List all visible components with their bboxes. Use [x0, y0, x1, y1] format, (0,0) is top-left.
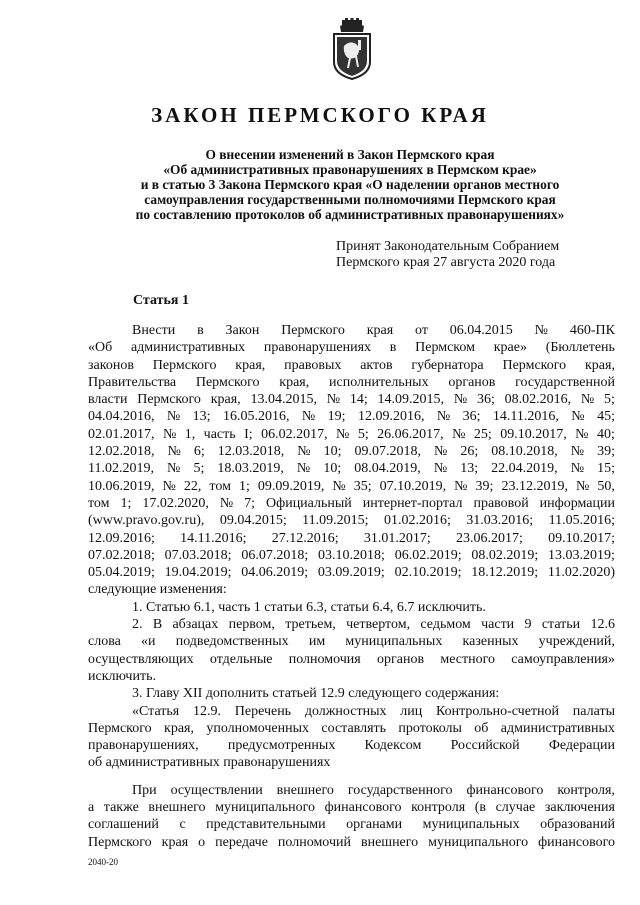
word: представительными [206, 817, 326, 833]
word: 26.06.2017, [377, 426, 444, 442]
text-line: об административных правонарушениях [88, 755, 331, 771]
word: 50, [597, 478, 615, 494]
word: № [219, 495, 234, 511]
word: правовой [473, 495, 529, 511]
word: 08.02.2019; [471, 547, 539, 563]
word: 5; [357, 426, 369, 442]
text-line [88, 495, 615, 512]
text-line [88, 564, 615, 581]
word: правонарушениях [263, 340, 372, 356]
word: № [453, 392, 468, 408]
word: I; [244, 426, 253, 442]
word: 01.02.2016; [383, 513, 451, 529]
word: 17.02.2020, [142, 495, 209, 511]
word: первом, [228, 617, 275, 633]
word: Пермского [88, 720, 152, 736]
word: 04.06.2019; [241, 565, 309, 581]
word: Пермского [502, 357, 567, 373]
word: Контрольно-счетной [435, 703, 560, 719]
word: 13; [460, 461, 479, 477]
word: правонарушениях, [88, 738, 199, 754]
word: полномочий [277, 834, 351, 850]
word: финансового [324, 800, 402, 816]
word: Федерации [548, 738, 615, 754]
word: учреждений, [538, 634, 615, 650]
word: осуществляющих [88, 651, 194, 667]
word: 07.10.2019, [379, 478, 447, 494]
word: 40; [596, 426, 615, 442]
word: 10; [323, 444, 342, 460]
word: № [296, 461, 311, 477]
word: с [179, 817, 186, 833]
word: осуществлении [170, 782, 263, 798]
word: 14; [349, 392, 368, 408]
word: № [167, 461, 181, 477]
word: 39; [475, 478, 494, 494]
word: исполнительных [329, 374, 429, 390]
word: № [570, 461, 585, 477]
word: 11.05.2016; [548, 513, 615, 529]
word: 25; [473, 426, 492, 442]
word: № [436, 409, 451, 425]
word: 12.03.2018, [217, 444, 285, 460]
word: «Об [88, 340, 113, 356]
word: 03.10.2018; [318, 547, 385, 563]
text-line [88, 408, 615, 425]
word: Закон [225, 323, 260, 338]
word: Внести [132, 323, 176, 338]
word: составлять [321, 720, 387, 736]
word: 13.03.2019; [548, 547, 615, 563]
word: органов [448, 374, 496, 390]
word: «и [141, 634, 156, 650]
word: Кодексом [364, 738, 422, 754]
word: края [161, 834, 189, 850]
word: края, [164, 720, 194, 736]
word: органами [346, 817, 403, 833]
word: 26; [460, 444, 479, 460]
word: третьем, [285, 617, 336, 633]
list-item: 1. Статью 6.1, часть 1 статьи 6.3, статьи 6.4, 6.7 исключить. [132, 599, 486, 615]
word: образований [540, 817, 615, 833]
word: седьмом [420, 617, 471, 633]
text-line: следующие изменения: [88, 582, 227, 598]
word: лиц [400, 703, 423, 719]
word: № [434, 444, 448, 460]
adoption-line: Пермского края 27 августа 2020 года [336, 255, 556, 270]
word: 10.06.2019, [88, 478, 155, 494]
word: 23.12.2019, [501, 478, 568, 494]
list-item [88, 616, 615, 668]
word: актов [360, 357, 393, 373]
word: 19.04.2019; [164, 565, 232, 581]
word: предусмотренных [227, 738, 336, 754]
word: административных [130, 340, 246, 356]
word: 04.04.2016, [88, 409, 155, 425]
word: Пермского [281, 323, 345, 338]
text-line [88, 633, 615, 650]
subtitle-line: и в статью 3 Закона Пермского края «О наделении органов местного [140, 177, 560, 192]
word: информации [539, 495, 615, 511]
word: 09.04.2015; [219, 513, 287, 529]
word: соглашений [88, 817, 159, 833]
word: 09.10.2017; [548, 530, 615, 546]
word: 22, [183, 478, 202, 494]
text-line [88, 651, 615, 668]
text-line [88, 703, 615, 720]
word: 08.10.2018, [491, 444, 558, 460]
word: 03.09.2019; [317, 565, 385, 581]
word: 12.6 [590, 617, 615, 633]
word: 07.02.2018; [88, 547, 155, 563]
word: финансового [538, 834, 615, 850]
article-body [88, 322, 615, 851]
word: № [454, 478, 468, 494]
word: 6; [193, 444, 205, 460]
word: 16.05.2016, [222, 409, 290, 425]
text-line [88, 616, 615, 633]
text-line [88, 737, 615, 754]
word: 06.02.2017, [261, 426, 328, 442]
paragraph-lines [88, 339, 615, 581]
word: 11.02.2020) [547, 565, 615, 581]
adoption-line: Принят Законодательным Собранием [336, 239, 560, 254]
word: № [575, 478, 590, 494]
word: местного [440, 651, 495, 667]
word: внешнего [360, 834, 419, 850]
word: 02.01.2017, [88, 426, 155, 442]
word: 08.04.2019, [354, 461, 421, 477]
word: края, [210, 392, 241, 408]
word: власти [88, 392, 128, 408]
word: 10; [323, 461, 342, 477]
word: интернет-портал [362, 495, 463, 511]
word: 12.09.2016, [357, 409, 425, 425]
word: в [197, 323, 204, 338]
text-line [88, 834, 615, 851]
word: 31.01.2017; [363, 530, 431, 546]
word: 39; [597, 444, 615, 460]
text-line [88, 799, 615, 816]
word: № [167, 444, 181, 460]
law-subtitle [90, 147, 610, 222]
subtitle-line: «Об административных правонарушениях в Пермском крае» [163, 162, 537, 177]
subtitle-line: О внесении изменений в Закон Пермского края [205, 147, 495, 162]
text-line [88, 720, 615, 737]
word: 11.02.2019, [88, 461, 154, 477]
word: отдельные [209, 651, 273, 667]
text-line [88, 460, 615, 477]
word: 31.03.2016; [466, 513, 534, 529]
word: Официальный [266, 495, 352, 511]
text-line [88, 782, 615, 799]
text-line [88, 391, 615, 408]
word: 15; [597, 461, 615, 477]
word: 1, [184, 426, 196, 442]
word: 35; [353, 478, 372, 494]
word: (www.pravo.gov.ru), [88, 513, 205, 529]
word: Российской [450, 738, 520, 754]
word: губернатора [411, 357, 484, 373]
word: № [336, 426, 350, 442]
word: 1; [238, 478, 250, 494]
paragraph-first-line [88, 322, 615, 339]
word: палаты [572, 703, 615, 719]
word: (в [474, 800, 487, 816]
word: также [103, 800, 139, 816]
text-line [88, 426, 615, 443]
word: протоколы [398, 720, 462, 736]
word: Пермском [415, 340, 475, 356]
word: 9 [524, 617, 532, 633]
word: № [332, 478, 346, 494]
word: 1; [120, 495, 132, 511]
coat-of-arms-icon [328, 18, 376, 80]
word: № [326, 392, 341, 408]
word: уполномоченных [206, 720, 310, 736]
word: 13.04.2015, [250, 392, 317, 408]
word: № [301, 409, 316, 425]
word: 12.02.2018, [88, 444, 155, 460]
word: органов [377, 651, 425, 667]
word: Перечень [234, 703, 292, 719]
word: 23.06.2017; [455, 530, 523, 546]
word: Пермского [152, 357, 217, 373]
subtitle-line: самоуправления государственными полномочиями Пермского края [144, 192, 556, 207]
word: 07.03.2018; [164, 547, 232, 563]
word: 7; [244, 495, 256, 511]
word: края, [235, 357, 266, 373]
word: контроля [411, 800, 466, 816]
text-line [88, 547, 615, 564]
law-title: ЗАКОН ПЕРМСКОГО КРАЯ [151, 103, 489, 127]
word: муниципальных [345, 634, 443, 650]
word: контроля, [557, 782, 615, 798]
word: Пермского [88, 834, 152, 850]
text-line [88, 357, 615, 374]
word: «Статья [132, 703, 180, 719]
word: 02.10.2019; [394, 565, 462, 581]
word: 5; [193, 461, 205, 477]
word: 2. [132, 617, 143, 633]
word: края, [279, 374, 310, 390]
word: от [415, 323, 428, 338]
word: 27.12.2016; [271, 530, 339, 546]
word: внешнего [148, 800, 206, 816]
word: 18.12.2019; [471, 565, 539, 581]
adoption-note [336, 239, 559, 271]
word: том [88, 495, 110, 511]
word: часть [203, 426, 236, 442]
word: 06.04.2015 [449, 323, 513, 338]
word: 19; [327, 409, 346, 425]
word: 14.11.2016; [180, 530, 247, 546]
word: 06.02.2019; [394, 547, 462, 563]
word: абзацах [172, 617, 219, 633]
word: Пермского [137, 392, 201, 408]
word: им [308, 634, 326, 650]
word: финансового [466, 782, 544, 798]
text-line [88, 530, 615, 547]
word: казенных [462, 634, 519, 650]
word: 36; [462, 409, 481, 425]
word: 12.9. [193, 703, 221, 719]
word: правовых [284, 357, 342, 373]
word: передаче [215, 834, 268, 850]
word: № [570, 444, 585, 460]
text-line: исключить. [88, 668, 156, 684]
word: муниципальных [422, 817, 520, 833]
word: об [474, 720, 489, 736]
word: (Бюллетень [545, 340, 615, 356]
word: полномочия [288, 651, 361, 667]
word: 09.10.2017, [500, 426, 567, 442]
word: 06.07.2018; [241, 547, 309, 563]
word: крае» [493, 340, 527, 356]
word: самоуправления» [511, 651, 615, 667]
word: Пермского [195, 374, 260, 390]
text-line [88, 374, 615, 391]
word: В [152, 617, 163, 633]
text-line [88, 816, 615, 833]
word: 36; [476, 392, 495, 408]
word: 5; [604, 392, 615, 408]
word: края, [584, 357, 615, 373]
word: внешнего [276, 782, 334, 798]
word: законов [88, 357, 134, 373]
document-code: 2040-20 [88, 857, 118, 867]
text-line [88, 443, 615, 460]
word: государственного [347, 782, 453, 798]
word: 09.07.2018, [354, 444, 421, 460]
word: 08.02.2016, [504, 392, 572, 408]
word: № [166, 409, 181, 425]
word: 14.09.2015, [377, 392, 445, 408]
quoted-article [88, 703, 615, 755]
word: № [162, 478, 176, 494]
word: случае [495, 800, 536, 816]
word: а [88, 800, 95, 816]
word: государственной [515, 374, 615, 390]
word: 18.03.2019, [217, 461, 284, 477]
word: № [575, 426, 589, 442]
word: края [366, 323, 394, 338]
word: № [452, 426, 466, 442]
word: 14.11.2016, [492, 409, 559, 425]
word: 09.09.2019, [257, 478, 325, 494]
word: № [297, 444, 311, 460]
article-heading: Статья 1 [133, 293, 189, 308]
word: 22.04.2019, [491, 461, 558, 477]
word: № [571, 409, 585, 425]
word: 460-ПК [569, 323, 615, 338]
text-line [88, 512, 615, 529]
word: 45; [597, 409, 615, 425]
word: статьи [541, 617, 581, 633]
word: При [132, 782, 157, 798]
word: Правительства [88, 374, 177, 390]
word: о [198, 834, 206, 850]
subtitle-line: по составлению протоколов об административных правонарушениях» [135, 207, 565, 222]
word: заключения [544, 800, 615, 816]
word: слова [88, 634, 121, 650]
word: подведомственных [175, 634, 289, 650]
word: 12.09.2016; [88, 530, 155, 546]
word: муниципального [215, 800, 316, 816]
word: № [534, 323, 548, 338]
word: 05.04.2019; [88, 565, 155, 581]
word: № [162, 426, 177, 442]
word: 13; [192, 409, 211, 425]
paragraph [88, 782, 615, 851]
word: № [580, 392, 595, 408]
text-line [88, 478, 615, 495]
list-item: 3. Главу XII дополнить статьей 12.9 следующего содержания: [132, 686, 500, 702]
word: части [481, 617, 515, 633]
word: 11.09.2015; [302, 513, 369, 529]
word: административных [500, 720, 615, 736]
text-line [88, 339, 615, 356]
word: муниципального [428, 834, 529, 850]
word: том [209, 478, 231, 494]
word: в [389, 340, 397, 356]
word: должностных [304, 703, 387, 719]
word: № [433, 461, 448, 477]
word: четвертом, [346, 617, 411, 633]
